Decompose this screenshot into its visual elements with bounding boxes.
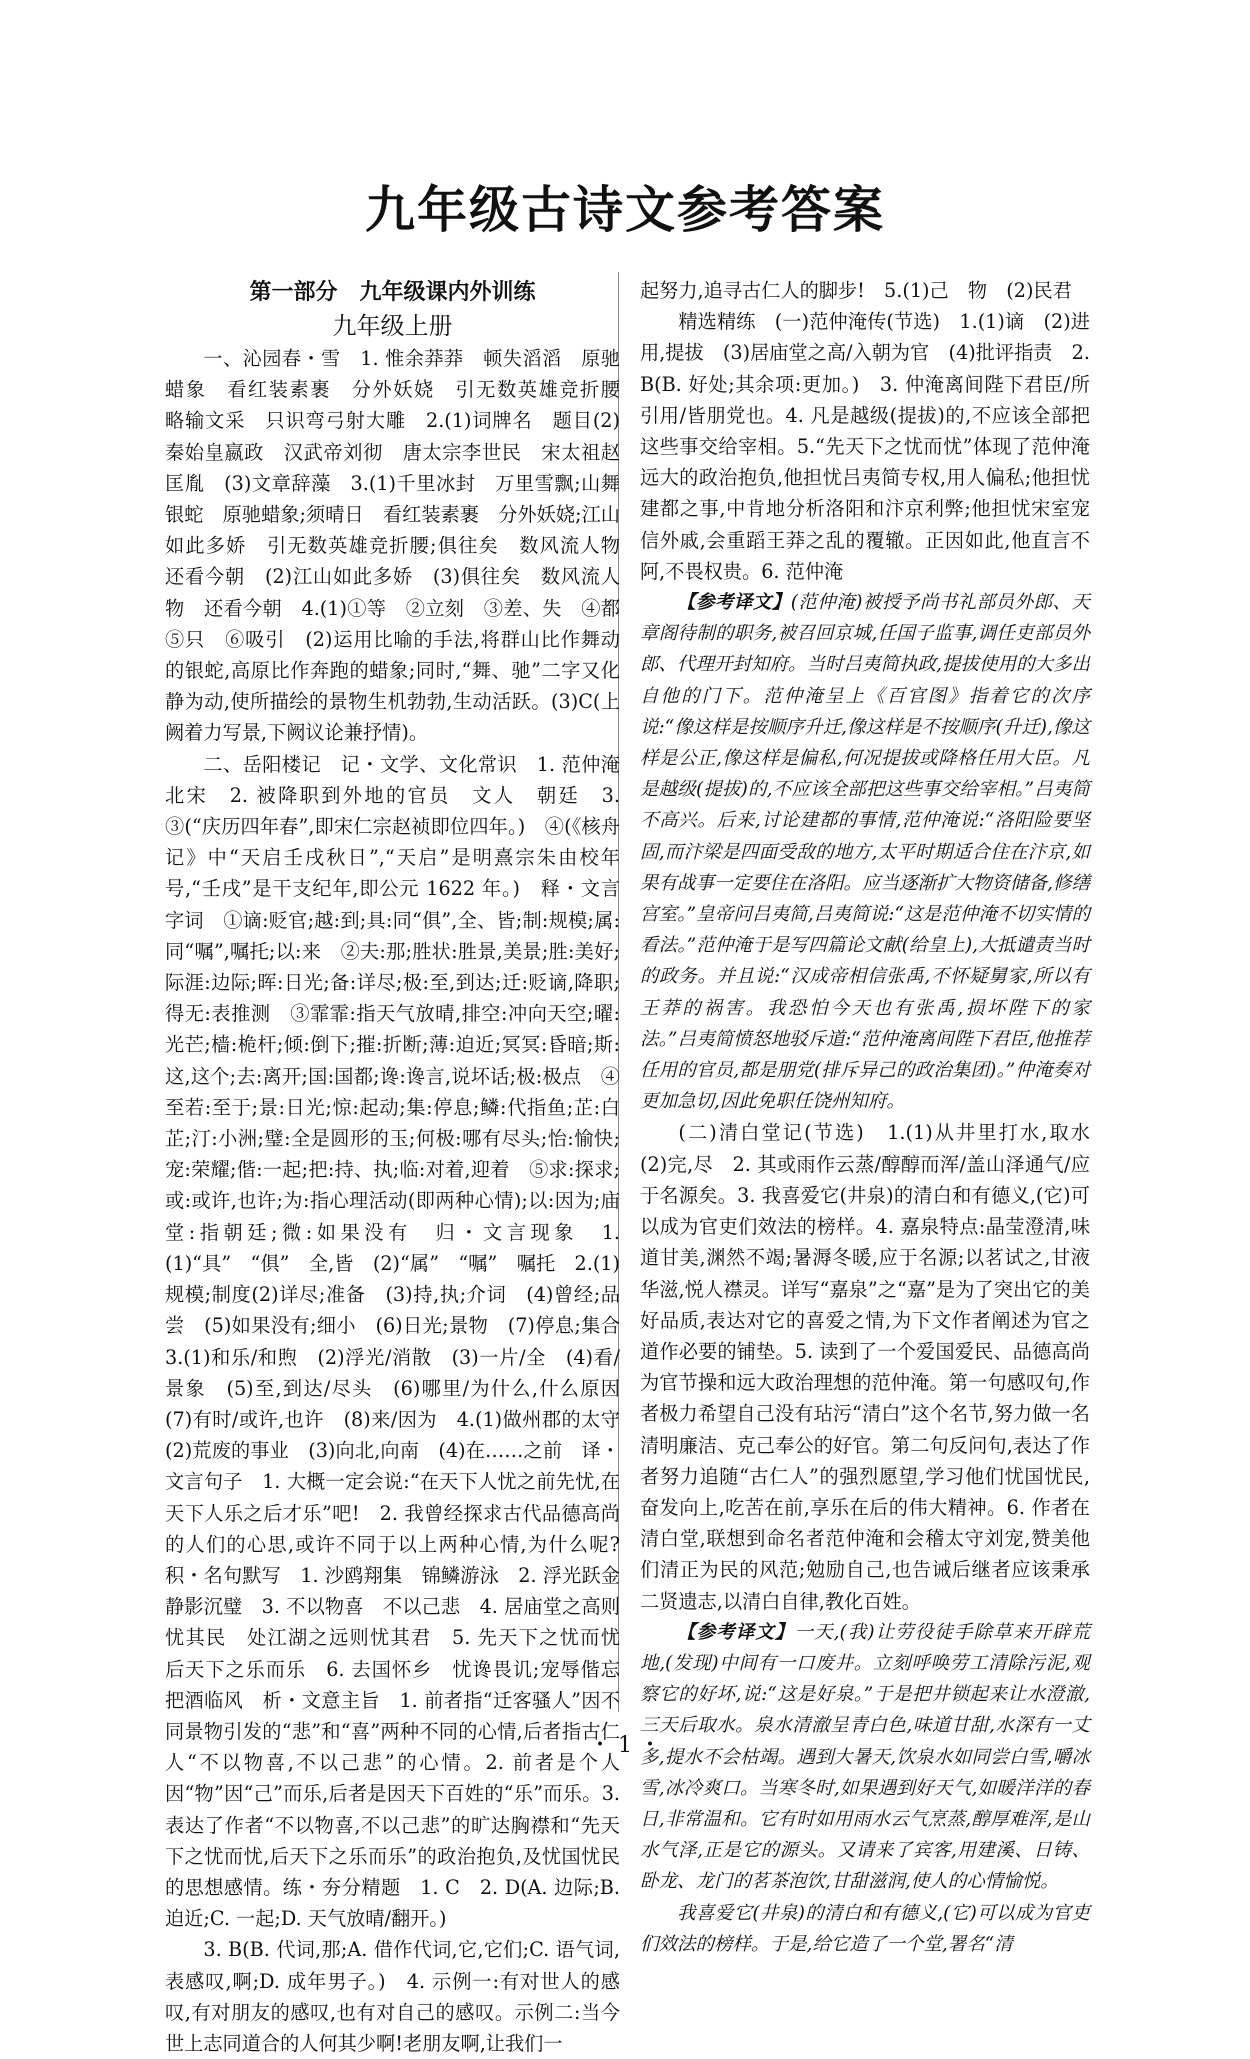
book-heading: 九年级上册: [332, 312, 453, 340]
translation-text: 一天,(我)让劳役徒手除草来开辟荒地,(发现)中间有一口废井。立刻呼唤劳工清除污泥,观察它的好坏,说:“这是好泉。”于是把井锁起来让水澄澈,三天后取水。泉水清澈呈青白色,味道甘甜,水深有一丈多,提水不会枯竭。遇到大暑天,饮泉水如同尝白雪,嚼冰雪,冰冷爽口。当寒冬时,如果遇到好天气,如暖洋洋的春日,非常温和。它有时如用雨水云气烹蒸,醇厚难浑,是山水气泽,正是它的源头。又请来了宾客,用建溪、日铸、卧龙、龙门的茗茶泡饮,甘甜滋润,使人的心情愉悦。: [640, 1621, 1090, 1893]
left-column: [165, 275, 640, 2059]
right-column: [640, 275, 1110, 1960]
reference-translation-1: [640, 587, 1090, 1117]
answer-section-yueyanglouji: 二、岳阳楼记 记・文学、文化常识 1. 范仲淹 北宋 2. 被降职到外地的官员 文人 朝廷 3. ③(“庆历四年春”,即宋仁宗赵祯即位四年。) ④(《核舟记》中“天启壬戌秋日”,“天启”是明熹宗朱由校年号,“壬戌”是干支纪年,即公元 1622 年。) 释・文言字词 ①谪:贬官;越:到;具:同“俱”,全、皆;制:规模;属:同“嘱”,嘱托;以:来 ②夫:那;胜状:胜景,美景;胜:美好;际涯:边际;晖:日光;备:详尽;极:至,到达;迁:贬谪,降职;得无:表推测 ③霏霏:指天气放晴,排空:冲向天空;曜:光芒;樯:桅杆;倾:倒下;摧:折断;薄:迫近;冥冥:昏暗;斯:这,这个;去:离开;国:国都;谗:谗言,说坏话;极:极点 ④至若:至于;景:日光;惊:起动;集:停息;鳞:代指鱼;芷:白芷;汀:小洲;璧:全是圆形的玉;何极:哪有尽头;怡:愉快;宠:荣耀;偕:一起;把:持、执;临:对着,迎着 ⑤求:探求;或:或许,也许;为:指心理活动(即两种心情);以:因为;庙堂:指朝廷;微:如果没有 归・文言现象 1.(1)“具” “俱” 全,皆 (2)“属” “嘱” 嘱托 2.(1)规模;制度(2)详尽;准备 (3)持,执;介词 (4)曾经;品尝 (5)如果没有;细小 (6)日光;景物 (7)停息;集合 3.(1)和乐/和煦 (2)浮光/消散 (3)一片/全 (4)看/景象 (5)至,到达/尽头 (6)哪里/为什么,什么原因 (7)有时/或许,也许 (8)来/因为 4.(1)做州郡的太守 (2)荒废的事业 (3)向北,向南 (4)在……之前 译・文言句子 1. 大概一定会说:“在天下人忧之前先忧,在天下人乐之后才乐”吧! 2. 我曾经探求古代品德高尚的人们的心思,或许不同于以上两种心情,为什么呢? 积・名句默写 1. 沙鸥翔集 锦鳞游泳 2. 浮光跃金 静影沉璧 3. 不以物喜 不以己悲 4. 居庙堂之高则忧其民 处江湖之远则忧其君 5. 先天下之忧而忧 后天下之乐而乐 6. 去国怀乡 忧谗畏讥;宠辱偕忘 把酒临风 析・文意主旨 1. 前者指“迁客骚人”因不同景物引发的“悲”和“喜”两种不同的心情,后者指古仁人“不以物喜,不以己悲”的心情。2. 前者是个人因“物”因“己”而乐,后者是因天下百姓的“乐”而乐。3. 表达了作者“不以物喜,不以己悲”的旷达胸襟和“先天下之忧而忧,后天下之乐而乐”的政治抱负,及忧国忧民的思想感情。练・夯分精题 1. C 2. D(A. 边际;B. 迫近;C. 一起;D. 天气放晴/翻开。): [165, 752, 640, 1931]
answer-section-continued: 3. B(B. 代词,那;A. 借作代词,它,它们;C. 语气词,表感叹,啊;D. 成年男子。) 4. 示例一:有对世人的感叹,有对朋友的感叹,也有对自己的感叹。示例二:当今世上志同道合的人何其少啊!老朋友啊,让我们一: [165, 1938, 620, 2055]
answer-section-qinyuanchun: 一、沁园春・雪 1. 惟余莽莽 顿失滔滔 原驰蜡象 看红装素裹 分外妖娆 引无数英雄竞折腰 略输文采 只识弯弓射大雕 2.(1)词牌名 题目(2)秦始皇嬴政 汉武帝刘彻 唐太宗李世民 宋太祖赵匡胤 (3)文章辞藻 3.(1)千里冰封 万里雪飘;山舞银蛇 原驰蜡象;须晴日 看红装素裹 分外妖娆;江山如此多娇 引无数英雄竞折腰;俱往矣 数风流人物 还看今朝 (2)江山如此多娇 (3)俱往矣 数风流人物 还看今朝 4.(1)①等 ②立刻 ③差、失 ④都 ⑤只 ⑥吸引 (2)运用比喻的手法,将群山比作舞动的银蛇,高原比作奔跑的蜡象;同时,“舞、驰”二字又化静为动,使所描绘的景物生机勃勃,生动活跃。(3)C(上阙着力写景,下阙议论兼抒情)。: [165, 347, 640, 745]
answer-continuation: 起努力,追寻古仁人的脚步! 5.(1)己 物 (2)民君: [640, 279, 1072, 302]
translation-text: (范仲淹)被授予尚书礼部员外郎、天章阁待制的职务,被召回京城,任国子监事,调任吏部员外郎、代理开封知府。当时吕夷简执政,提拔使用的大多出自他的门下。范仲淹呈上《百官图》指着它的次序说:“像这样是按顺序升迁,像这样是不按顺序(升迁),像这样是公正,像这样是偏私,何况提拔或降格任用大臣。凡是越级(提拔)的,不应该全部把这些事交给宰相。”吕夷简不高兴。后来,讨论建都的事情,范仲淹说:“洛阳险要坚固,而汴梁是四面受敌的地方,太平时期适合住在汴京,如果有战事一定要住在洛阳。应当逐渐扩大物资储备,修缮宫室。”皇帝问吕夷简,吕夷简说:“这是范仲淹不切实情的看法。”范仲淹于是写四篇论文献(给皇上),大抵谴责当时的政务。并且说:“汉成帝相信张禹,不怀疑舅家,所以有王莽的祸害。我恐怕今天也有张禹,损坏陛下的家法。”吕夷简愤怒地驳斥道:“范仲淹离间陛下君臣,他推荐任用的官员,都是朋党(排斥异己的政治集团)。”仲淹奏对更加急切,因此免职任饶州知府。: [640, 592, 1090, 1113]
answer-section-fanzhongyanzhuan: 精选精练 (一)范仲淹传(节选) 1.(1)谪 (2)进用,提拔 (3)居庙堂之高/入朝为官 (4)批评指责 2. B(B. 好处;其余项:更加。) 3. 仲淹离间陛下君臣/所引用/皆朋党也。4. 凡是越级(提拔)的,不应该全部把这些事交给宰相。5.“先天下之忧而忧”体现了范仲淹远大的政治抱负,他担忧吕夷简专权,用人偏私;他担忧建都之事,中肯地分析洛阳和汴京利弊;他担忧宋室宠信外戚,会重蹈王莽之乱的覆辙。正因如此,他直言不阿,不畏权贵。6. 范仲淹: [640, 310, 1090, 583]
translation-label: 【参考译文】: [677, 592, 791, 614]
page-title: 九年级古诗文参考答案: [365, 180, 885, 239]
answer-section-qingbaitangji: (二)清白堂记(节选) 1.(1)从井里打水,取水 (2)完,尽 2. 其或雨作云蒸/醇醇而浑/盖山泽通气/应于名源矣。3. 我喜爱它(井泉)的清白和有德义,(它)可以成为官吏们效法的榜样。4. 嘉泉特点:晶莹澄清,味道甘美,渊然不竭;暑溽冬暖,应于名源;以茗试之,甘液华滋,悦人襟灵。详写“嘉泉”之“嘉”是为了突出它的美好品质,表达对它的喜爱之情,为下文作者阐述为官之道作必要的铺垫。5. 读到了一个爱国爱民、品德高尚为官节操和远大政治理想的范仲淹。第一句感叹句,作者极力希望自己没有玷污“清白”这个名节,努力做一名清明廉洁、克己奉公的好官。第二句反问句,表达了作者努力追随“古仁人”的强烈愿望,学习他们忧国忧民,奋发向上,吃苦在前,享乐在后的伟大精神。6. 作者在清白堂,联想到命名者范仲淹和会稽太守刘宠,赞美他们清正为民的风范;勉励自己,也告诫后继者应该秉承二贤遗志,以清白自律,教化百姓。: [640, 1121, 1110, 1613]
translation-label: 【参考译文】: [677, 1621, 795, 1643]
part-heading: 第一部分 九年级课内外训练: [249, 279, 536, 305]
page-number: ・ 1 ・: [589, 1733, 661, 1758]
reference-translation-3: 我喜爱它(井泉)的清白和有德义,(它)可以成为官吏们效法的榜样。于是,给它造了一个堂,署名“清: [640, 1902, 1090, 1955]
